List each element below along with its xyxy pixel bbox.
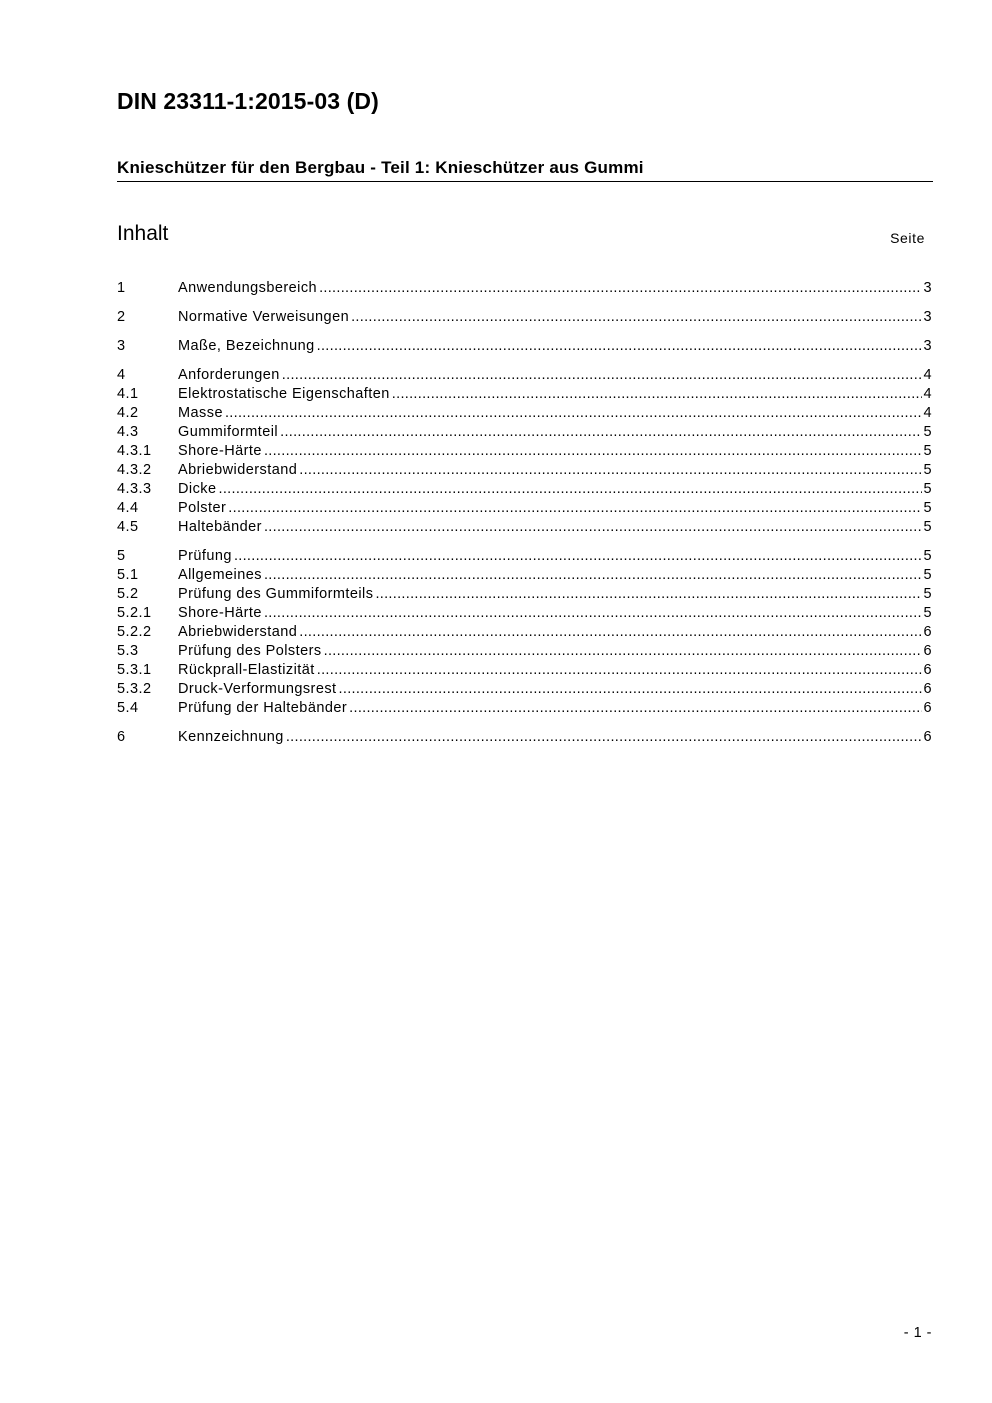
document-id: DIN 23311-1:2015-03 (D) — [117, 88, 379, 114]
toc-entry-title: Masse — [178, 405, 223, 421]
toc-entry-number: 4.3.3 — [117, 481, 152, 497]
toc-entry-title: Maße, Bezeichnung — [178, 338, 315, 354]
toc-entry-page: 5 — [923, 443, 932, 459]
toc-entry-title: Abriebwiderstand — [178, 462, 298, 478]
toc-entry[interactable] — [117, 699, 932, 718]
toc-dot-leader — [264, 604, 923, 623]
toc-entry-page: 5 — [923, 500, 932, 516]
document-subtitle: Knieschützer für den Bergbau - Teil 1: Knieschützer aus Gummi — [117, 158, 933, 182]
toc-entry-title: Anwendungsbereich — [178, 280, 318, 296]
toc-dot-leader — [264, 518, 923, 537]
toc-entry-page: 5 — [923, 481, 932, 497]
toc-entry[interactable] — [117, 385, 932, 404]
toc-entry-page: 6 — [923, 643, 932, 659]
toc-entry-title: Prüfung des Polsters — [178, 643, 322, 659]
toc-entry-title: Kennzeichnung — [178, 729, 284, 745]
toc-dot-leader — [324, 642, 923, 661]
toc-entry-title: Dicke — [178, 481, 217, 497]
toc-entry-title: Rückprall-Elastizität — [178, 662, 315, 678]
toc-entry-page: 5 — [923, 548, 932, 564]
toc-dot-leader — [286, 728, 923, 747]
toc-entry-page: 3 — [923, 309, 932, 325]
toc-entry-page: 5 — [923, 424, 932, 440]
toc-entry[interactable] — [117, 366, 932, 385]
toc-entry-number: 5 — [117, 548, 126, 564]
toc-dot-leader — [228, 499, 922, 518]
toc-dot-leader — [317, 661, 923, 680]
toc-entry-title: Gummiformteil — [178, 424, 279, 440]
toc-entry-page: 6 — [923, 624, 932, 640]
toc-entry[interactable] — [117, 499, 932, 518]
toc-entry[interactable] — [117, 680, 932, 699]
toc-dot-leader — [319, 279, 922, 298]
toc-dot-leader — [299, 623, 922, 642]
toc-dot-leader — [282, 366, 923, 385]
toc-entry-number: 4.5 — [117, 519, 139, 535]
toc-entry-number: 6 — [117, 729, 126, 745]
toc-entry[interactable] — [117, 461, 932, 480]
toc-dot-leader — [351, 308, 922, 327]
toc-entry[interactable] — [117, 728, 932, 747]
toc-entry-number: 4.3.2 — [117, 462, 152, 478]
toc-entry-title: Allgemeines — [178, 567, 262, 583]
toc-entry-title: Elektrostatische Eigenschaften — [178, 386, 390, 402]
toc-dot-leader — [317, 337, 923, 356]
toc-entry-title: Polster — [178, 500, 227, 516]
toc-entry-title: Normative Verweisungen — [178, 309, 350, 325]
toc-dot-leader — [375, 585, 922, 604]
toc-entry-page: 3 — [923, 338, 932, 354]
toc-entry-number: 4.1 — [117, 386, 139, 402]
toc-entry-number: 4.4 — [117, 500, 139, 516]
toc-entry[interactable] — [117, 337, 932, 356]
toc-entry-title: Haltebänder — [178, 519, 262, 535]
toc-entry[interactable] — [117, 661, 932, 680]
toc-entry-title: Anforderungen — [178, 367, 280, 383]
toc-entry-page: 6 — [923, 662, 932, 678]
toc-entry[interactable] — [117, 279, 932, 298]
toc-entry[interactable] — [117, 308, 932, 327]
toc-entry-number: 2 — [117, 309, 126, 325]
toc-entry-page: 4 — [923, 386, 932, 402]
toc-entry[interactable] — [117, 404, 932, 423]
toc-entry-page: 5 — [923, 605, 932, 621]
toc-entry-page: 6 — [923, 729, 932, 745]
toc-entry-title: Prüfung des Gummiformteils — [178, 586, 374, 602]
toc-entry-number: 5.2 — [117, 586, 139, 602]
toc-entry[interactable] — [117, 480, 932, 499]
page-number: - 1 - — [903, 1325, 932, 1341]
toc-entry-page: 5 — [923, 462, 932, 478]
toc-entry-page: 6 — [923, 681, 932, 697]
toc-entry-page: 3 — [923, 280, 932, 296]
toc-header — [117, 222, 925, 252]
toc-entry-page: 4 — [923, 405, 932, 421]
toc-entry-number: 5.3 — [117, 643, 139, 659]
toc-entry[interactable] — [117, 585, 932, 604]
toc-entry-number: 5.2.1 — [117, 605, 152, 621]
toc-dot-leader — [264, 442, 923, 461]
table-of-contents — [117, 279, 932, 747]
toc-entry-page: 4 — [923, 367, 932, 383]
toc-dot-leader — [392, 385, 923, 404]
toc-entry-page: 5 — [923, 586, 932, 602]
toc-entry-title: Prüfung der Haltebänder — [178, 700, 348, 716]
toc-dot-leader — [264, 566, 923, 585]
toc-entry-number: 5.2.2 — [117, 624, 152, 640]
toc-entry[interactable] — [117, 604, 932, 623]
toc-entry-number: 5.4 — [117, 700, 139, 716]
toc-entry-number: 4 — [117, 367, 126, 383]
toc-entry[interactable] — [117, 547, 932, 566]
toc-entry-number: 5.1 — [117, 567, 139, 583]
toc-entry[interactable] — [117, 642, 932, 661]
toc-entry[interactable] — [117, 442, 932, 461]
toc-entry-number: 4.3 — [117, 424, 139, 440]
toc-entry-title: Shore-Härte — [178, 605, 262, 621]
toc-dot-leader — [225, 404, 923, 423]
toc-entry-title: Shore-Härte — [178, 443, 262, 459]
toc-entry-page: 6 — [923, 700, 932, 716]
toc-entry-number: 4.3.1 — [117, 443, 152, 459]
toc-entry-title: Druck-Verformungsrest — [178, 681, 337, 697]
toc-dot-leader — [280, 423, 922, 442]
toc-entry-title: Prüfung — [178, 548, 232, 564]
toc-dot-leader — [349, 699, 922, 718]
toc-dot-leader — [299, 461, 922, 480]
toc-entry[interactable] — [117, 423, 932, 442]
toc-dot-leader — [234, 547, 923, 566]
toc-heading: Inhalt — [117, 222, 169, 245]
toc-entry-number: 3 — [117, 338, 126, 354]
toc-entry[interactable] — [117, 518, 932, 537]
page-column-label: Seite — [890, 230, 925, 246]
toc-entry-number: 5.3.2 — [117, 681, 152, 697]
toc-entry-page: 5 — [923, 519, 932, 535]
toc-dot-leader — [219, 480, 923, 499]
toc-entry-number: 1 — [117, 280, 126, 296]
toc-entry-title: Abriebwiderstand — [178, 624, 298, 640]
toc-entry-number: 4.2 — [117, 405, 139, 421]
toc-entry-page: 5 — [923, 567, 932, 583]
toc-entry[interactable] — [117, 623, 932, 642]
toc-dot-leader — [339, 680, 923, 699]
toc-entry[interactable] — [117, 566, 932, 585]
toc-entry-number: 5.3.1 — [117, 662, 152, 678]
